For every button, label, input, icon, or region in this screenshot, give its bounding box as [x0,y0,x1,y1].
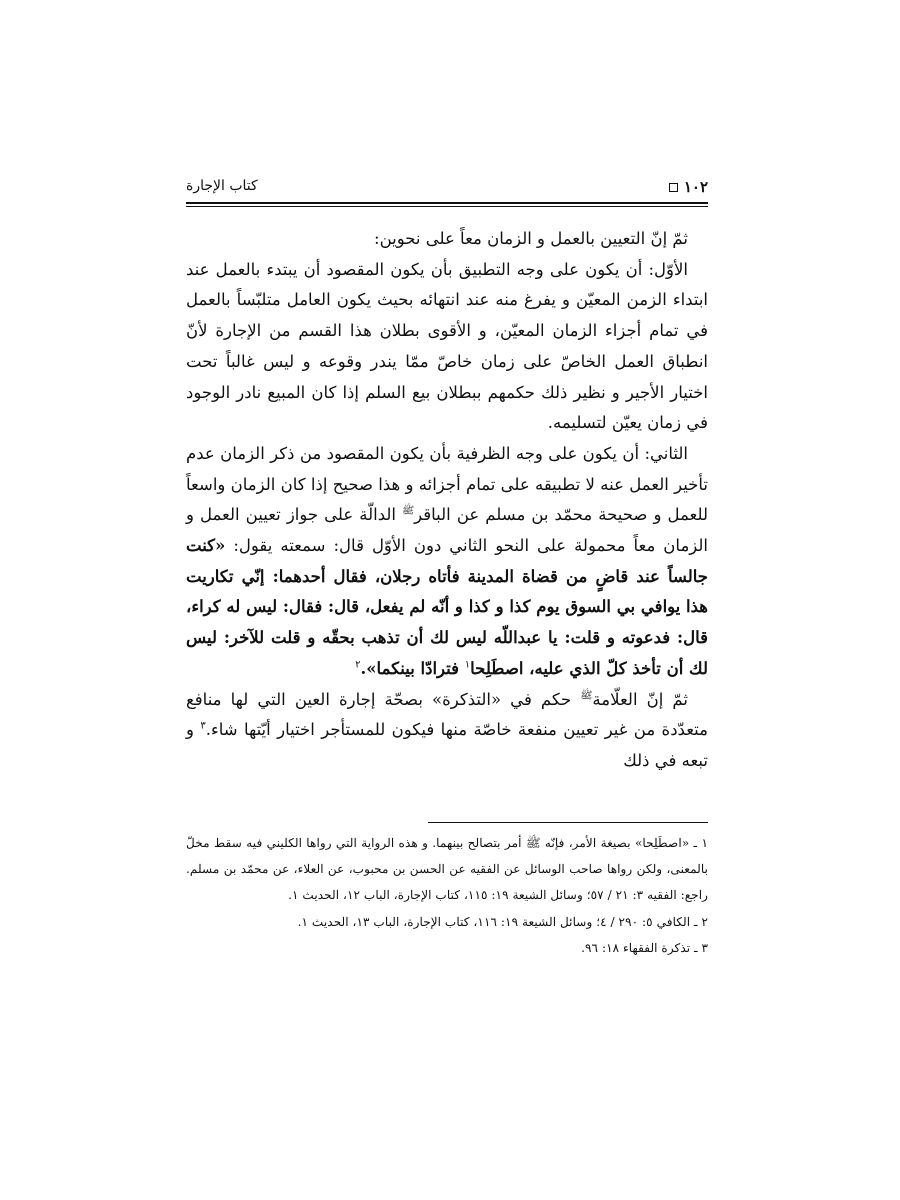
footnote-3: ٣ ـ تذكرة الفقهاء ١٨: ٩٦. [581,940,708,955]
paragraph-3-middle: الدالّة على جواز تعيين العمل و الزمان معاً محمولة على النحو الثاني دون الأوّل قال: سمعته يقول: [186,505,708,556]
paragraph-2: الأوّل: أن يكون على وجه التطبيق بأن يكون المقصود أن يبتدء بالعمل عند ابتداء الزمن المعيّن و يفرغ منه عند انتهائه بحيث يكون العامل متلبّساً بالعمل في تمام أجزاء الزمان المعيّن، و الأقوى بطلان هذا القسم من الإجارة لأنّ انطباق العمل الخاصّ على زمان خاصّ ممّا يندر وقوعه و ليس غالباً تحت اختيار الأجير و نظير ذلك حكمهم ببطلان بيع السلم إذا كان المبيع نادر الوجود في زمان يعيّن لتسليمه. [186,259,708,433]
page-number-group [669,178,708,196]
paragraph-4 [186,685,708,777]
paragraph-3-start: الثاني: أن يكون على وجه الظرفية بأن يكون المقصود من ذكر الزمان عدم تأخير العمل عنه لا تطبيقه على تمام أجزائه و هذا صحيح إذا كان الزمان واسعاً للعمل و صحيحة محمّد بن مسلم عن الباقر [186,443,708,525]
paragraph-4-text: حكم في «التذكرة» بصحّة إجارة العين التي لها منافع متعدّدة من غير تعيين منفعة خاصّة منها فيكون للمستأجر اختيار أيّتها شاء. [186,689,708,740]
square-bullet-icon [669,183,678,192]
footnotes [186,830,708,961]
page-header [186,178,708,200]
running-title: كتاب الإجارة [186,178,258,194]
header-rule-thin [186,206,708,207]
hadith-quote: «كنت جالساً عند قاضٍ من قضاة المدينة فأتاه رجلان، فقال أحدهما: إنّي تكاريت هذا يوافي بي السوق يوم كذا و كذا و أنّه لم يفعل، قال: فقال: ليس له كراء، قال: فدعوته و قلت: يا عبداللّه ليس لك أن تذهب بحقّه و قلت للآخر: ليس لك أن تأخذ كلّ الذي عليه، اصطَلِحا [186,536,708,678]
page-number: ١٠٢ [683,178,708,196]
honorific-mark: ﷺ [402,505,415,517]
main-text [186,224,708,777]
paragraph-4-end: و تبعه في ذلك [186,720,708,770]
footnote-2: ٢ ـ الكافي ٥: ٢٩٠ / ٤؛ وسائل الشيعة ١٩: ١١٦، كتاب الإجارة، الباب ١٣، الحديث ١. [297,914,708,929]
hadith-quote-end: فترادّا بينكما». [360,658,465,678]
paragraph-1: ثمّ إنّ التعيين بالعمل و الزمان معاً على نحوين: [374,229,688,248]
paragraph-3 [186,439,708,685]
footnote-1: ١ ـ «اصطَلِحا» بصيغة الأمر، فإنّه ﷺ أمر بتصالح بينهما. و هذه الرواية التي رواها الكليني فيه سقط مخلّ بالمعنى، ولكن رواها صاحب الوسائل عن الفقيه عن الحسن بن محبوب، عن العلاء، عن محمّد بن مسلم. راجع: الفقيه ٣: ٢١ / ٥٧؛ وسائل الشيعة ١٩: ١١٥، كتاب الإجارة، الباب ١٢، الحديث ١. [186,836,708,903]
honorific-mark-2: ﷺ [580,690,593,702]
footnote-separator [428,822,708,823]
paragraph-4-start: ثمّ إنّ العلّامة [592,689,688,709]
footnote-ref-2: ٢ [355,659,361,671]
footnote-ref-3: ٣ [200,720,206,732]
header-rule-thick [186,202,708,204]
footnote-ref-1: ١ [464,659,471,671]
